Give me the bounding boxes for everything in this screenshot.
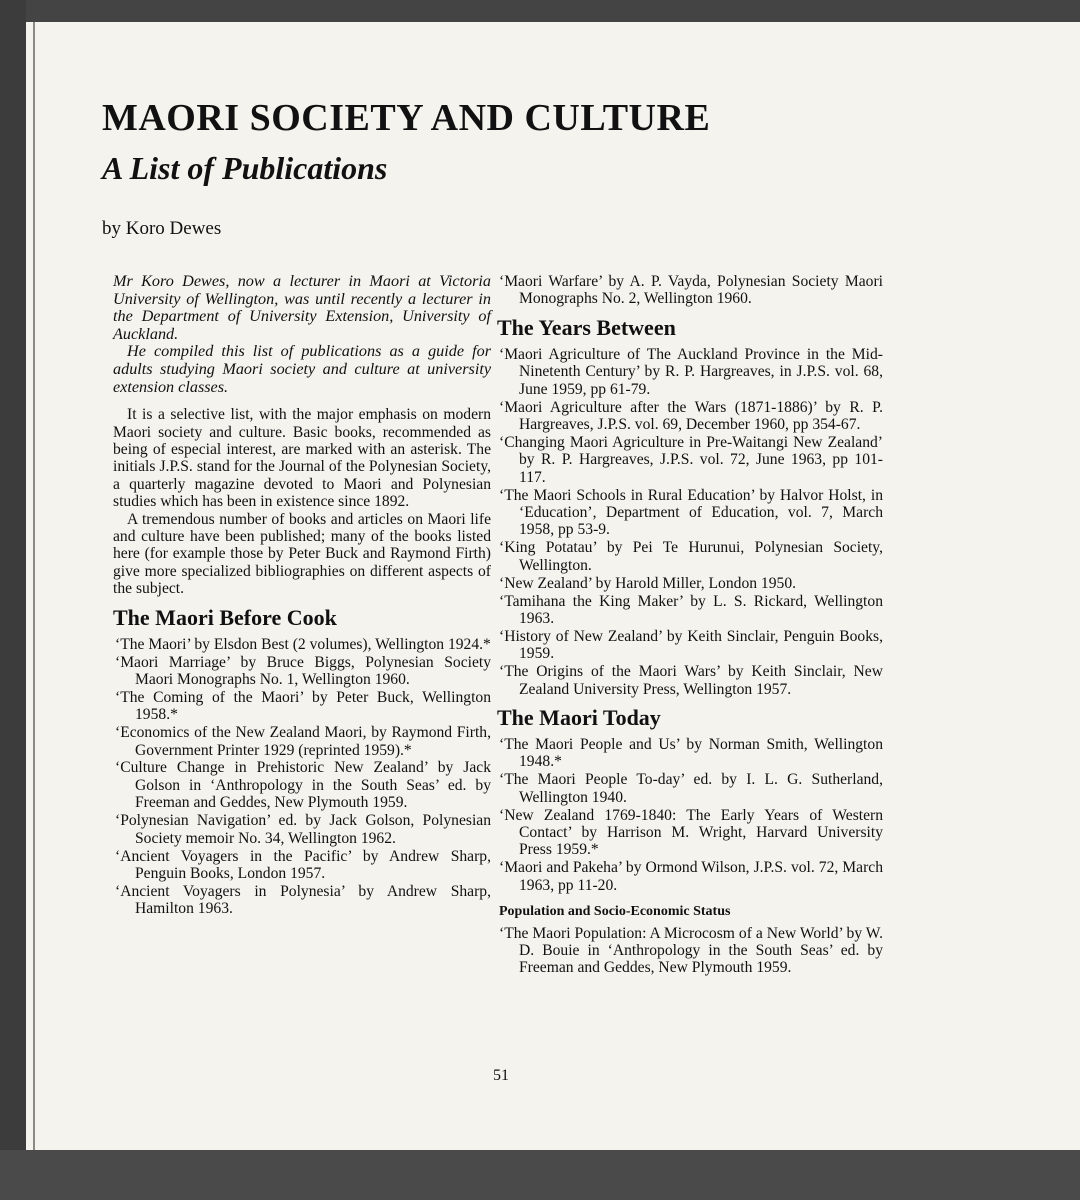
publication-entry: ‘Maori Agriculture after the Wars (1871-1886)’ by R. P. Hargreaves, J.P.S. vol. 69, December 1960, pp 354-67. [499,398,883,433]
page-number: 51 [493,1067,509,1084]
maori-today-list [497,736,883,894]
publication-entry: ‘The Origins of the Maori Wars’ by Keith Sinclair, New Zealand University Press, Wellington 1957. [499,663,883,698]
publication-entry: ‘Changing Maori Agriculture in Pre-Waitangi New Zealand’ by R. P. Hargreaves, J.P.S. vol. 72, June 1963, pp 101-117. [499,433,883,486]
byline: by Koro Dewes [102,218,222,239]
section-heading-before-cook: The Maori Before Cook [113,604,337,630]
publication-entry: ‘King Potatau’ by Pei Te Hurunui, Polynesian Society, Wellington. [499,539,883,574]
publication-entry: ‘Culture Change in Prehistoric New Zealand’ by Jack Golson in ‘Anthropology in the South Seas’ ed. by Freeman and Geddes, New Plymouth 1959. [115,759,491,812]
scan-border-left [0,0,26,1200]
section-heading-maori-today: The Maori Today [497,704,661,730]
publication-entry: ‘The Maori Population: A Microcosm of a New World’ by W. D. Bouie in ‘Anthropology in the South Seas’ ed. by Freeman and Geddes, New Plymouth 1959. [499,924,883,977]
publication-entry: ‘The Maori People and Us’ by Norman Smith, Wellington 1948.* [499,735,883,771]
publication-entry: ‘History of New Zealand’ by Keith Sinclair, Penguin Books, 1959. [499,627,883,663]
page-title: MAORI SOCIETY AND CULTURE [102,97,711,139]
publication-entry: ‘Maori Warfare’ by A. P. Vayda, Polynesian Society Maori Monographs No. 2, Wellington 1960. [499,273,883,308]
publication-entry: ‘Tamihana the King Maker’ by L. S. Rickard, Wellington 1963. [499,592,883,627]
publication-entry: ‘Maori Marriage’ by Bruce Biggs, Polynesian Society Maori Monographs No. 1, Wellington 1960. [115,653,491,688]
before-cook-list [113,636,491,918]
publication-entry: ‘The Maori People To-day’ ed. by I. L. G. Sutherland, Wellington 1940. [499,771,883,806]
publication-entry: ‘The Maori Schools in Rural Education’ by Halvor Holst, in ‘Education’, Department of Education, vol. 7, March 1958, pp 53-9. [499,486,883,539]
author-note: Mr Koro Dewes, now a lecturer in Maori at Victoria University of Wellington, was until recently a lecturer in the Department of University Extension, University of Auckland. [113,272,491,343]
years-between-list [497,346,883,698]
publication-entry: ‘The Coming of the Maori’ by Peter Buck, Wellington 1958.* [115,688,491,724]
scan-border-bottom [0,1150,1080,1200]
intro-paragraph: A tremendous number of books and articles on Maori life and culture have been published; many of the books listed here (for example those by Peter Buck and Raymond Firth) give more specialized bibliographies on different aspects of the subject. [113,510,491,598]
population-list [497,925,883,977]
scan-border-top [0,0,1080,22]
publication-entry: ‘New Zealand 1769-1840: The Early Years of Western Contact’ by Harrison M. Wright, Harvard University Press 1959.* [499,806,883,859]
intro-paragraph: It is a selective list, with the major emphasis on modern Maori society and culture. Basic books, recommended as being of especial interest, are marked with an asterisk. The initials J.P.S. stand for the Journal of the Polynesian Society, a quarterly magazine devoted to Maori and Polynesian studies which has been in existence since 1892. [113,406,491,511]
spacer [113,396,491,406]
before-cook-list-continued [497,273,883,308]
subsection-heading-population: Population and Socio-Economic Status [499,904,731,920]
publication-entry: ‘Maori and Pakeha’ by Ormond Wilson, J.P.S. vol. 72, March 1963, pp 11-20. [499,859,883,894]
author-note-purpose: He compiled this list of publications as a guide for adults studying Maori society and culture at university extension classes. [113,342,491,396]
publication-entry: ‘Maori Agriculture of The Auckland Province in the Mid-Ninetenth Century’ by R. P. Hargreaves, in J.P.S. vol. 68, June 1959, pp 61-79. [499,345,883,398]
publication-entry: ‘Ancient Voyagers in Polynesia’ by Andrew Sharp, Hamilton 1963. [115,882,491,918]
page-binding-edge [33,22,35,1150]
section-heading-years-between: The Years Between [497,314,676,340]
publication-entry: ‘The Maori’ by Elsdon Best (2 volumes), Wellington 1924.* [115,635,491,653]
publication-entry: ‘New Zealand’ by Harold Miller, London 1950. [499,574,797,592]
page-subtitle: A List of Publications [102,150,388,186]
publication-entry: ‘Ancient Voyagers in the Pacific’ by Andrew Sharp, Penguin Books, London 1957. [115,847,491,882]
publication-entry: ‘Polynesian Navigation’ ed. by Jack Golson, Polynesian Society memoir No. 34, Wellington 1962. [115,812,491,847]
publication-entry: ‘Economics of the New Zealand Maori, by Raymond Firth, Government Printer 1929 (reprinted 1959).* [115,724,491,759]
right-column [497,273,883,977]
left-column [113,273,491,918]
